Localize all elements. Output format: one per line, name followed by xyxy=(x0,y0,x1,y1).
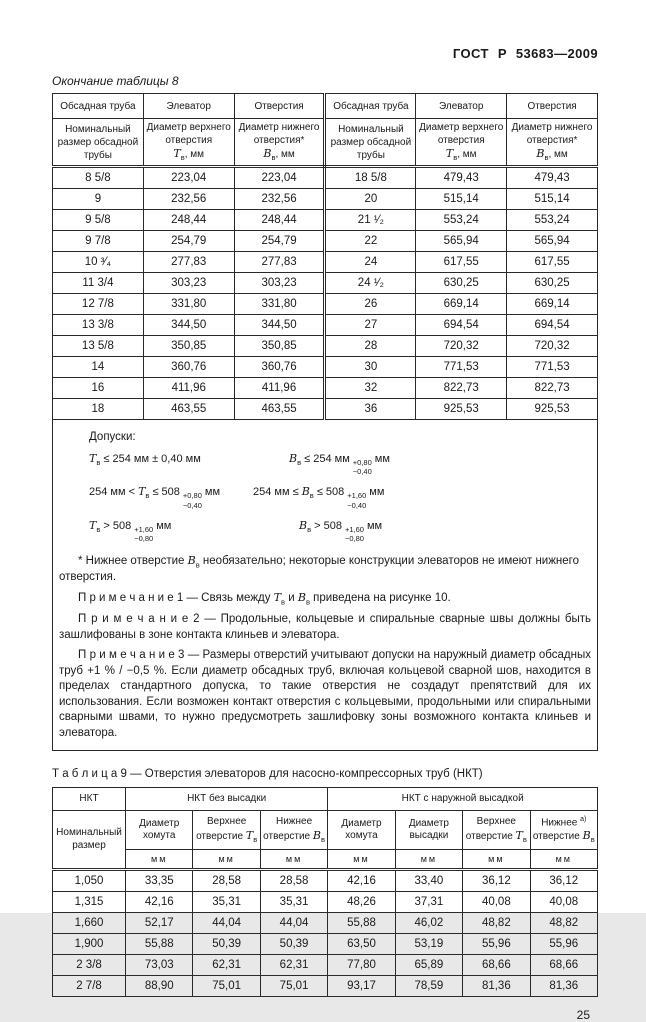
unit-cell: мм xyxy=(126,850,193,870)
table-cell: 13 3/8 xyxy=(53,315,144,336)
table-cell: 2 7/8 xyxy=(53,976,126,997)
table-cell: 669,14 xyxy=(416,294,507,315)
table-cell: 50,39 xyxy=(193,934,260,955)
table-cell: 55,96 xyxy=(530,934,597,955)
table-cell: 303,23 xyxy=(143,273,234,294)
table-cell: 303,23 xyxy=(234,273,325,294)
table-cell: 33,40 xyxy=(395,870,462,892)
table-cell: 360,76 xyxy=(143,357,234,378)
variable-subscript: в xyxy=(453,153,458,163)
table-cell: 46,02 xyxy=(395,913,462,934)
tolerance-stack: +1,60 −0,40 xyxy=(347,491,367,510)
table-cell: 81,36 xyxy=(463,976,530,997)
table-cell: 62,31 xyxy=(193,955,260,976)
table9 xyxy=(52,787,598,997)
table8-note-3: П р и м е ч а н и е 3 — Размеры отверстий учитывают допуски на наружный диаметр обсадных труб +1 % / −0,5 %. Если диаметр обсадных труб, включая кольцевой сварной шов, находится в пределах стандартного допуска, то такие отверстия не создадут препятствий для их использования. Если возможен контакт отверстия с кольцевыми, продольными или спиральными сварными швами, то нужно предусмотреть зашлифовку зоны возможного контакта клиньев и элеватора. xyxy=(59,649,591,739)
table-cell: 88,90 xyxy=(126,976,193,997)
table-cell: 1,900 xyxy=(53,934,126,955)
table-cell: 48,82 xyxy=(530,913,597,934)
table-cell: 565,94 xyxy=(416,231,507,252)
table-cell: 28 xyxy=(325,336,416,357)
table9-col-header-lower-opening-noted: Нижнее $^{а)}$ отверстие $B_в$ xyxy=(530,811,597,850)
unit-label: , мм xyxy=(275,149,295,161)
table8-group-header: Обсадная труба xyxy=(325,94,416,119)
table9-col-header-clamp-diameter: Диаметр хомута xyxy=(126,811,193,850)
unit-cell: мм xyxy=(395,850,462,870)
table-cell: 248,44 xyxy=(234,210,325,231)
table8-notes-row xyxy=(53,420,598,751)
table-cell: 232,56 xyxy=(234,189,325,210)
table8-group-header-row xyxy=(53,94,598,119)
table-cell: 26 xyxy=(325,294,416,315)
table-cell: 75,01 xyxy=(260,976,327,997)
col-header-symbol xyxy=(173,147,205,163)
table9-group-header-external-upset: НКТ с наружной высадкой xyxy=(328,788,598,811)
table8-note-2: П р и м е ч а н и е 2 — Продольные, кольцевые и спиральные сварные швы должны быть зашлифованы в зоне контакта клиньев и элеватора. xyxy=(59,613,591,641)
table-row xyxy=(53,913,598,934)
tolerances-heading: Допуски: xyxy=(89,431,136,443)
standard-number: ГОСТ Р 53683—2009 xyxy=(452,46,598,61)
table-cell: 822,73 xyxy=(416,378,507,399)
tolerance-stack: +0,80 −0,40 xyxy=(352,457,372,476)
table-cell: 35,31 xyxy=(260,892,327,913)
table9-col-header-clamp-diameter: Диаметр хомута xyxy=(328,811,395,850)
col-header-text: Диаметр нижнего отверстия* xyxy=(511,122,593,147)
table-cell: 565,94 xyxy=(507,231,598,252)
page-number: 25 xyxy=(576,1008,590,1022)
tolerance-stack: +1,60 −0,80 xyxy=(134,525,154,544)
table-cell: 55,88 xyxy=(328,913,395,934)
table-cell: 515,14 xyxy=(507,189,598,210)
table-cell: 360,76 xyxy=(234,357,325,378)
table8-footnote: * Нижнее отверстие $B_в$ необязательно; некоторые конструкции элеваторов не имеют нижнего отверстия. xyxy=(59,553,580,584)
table9-subheader-row xyxy=(53,811,598,850)
variable-T: T xyxy=(445,147,454,161)
table-row xyxy=(53,378,598,399)
table-cell: 350,85 xyxy=(143,336,234,357)
unit-cell: мм xyxy=(530,850,597,870)
table-cell: 822,73 xyxy=(507,378,598,399)
table-cell: 553,24 xyxy=(416,210,507,231)
table8 xyxy=(52,93,598,751)
table-cell: 720,32 xyxy=(507,336,598,357)
table-cell: 44,04 xyxy=(193,913,260,934)
table-row xyxy=(53,231,598,252)
table8-group-header: Отверстия xyxy=(234,94,325,119)
tolerances-block xyxy=(89,452,591,544)
tolerance-stack: +0,80 −0,40 xyxy=(182,491,202,510)
table-cell: 93,17 xyxy=(328,976,395,997)
variable-T: T xyxy=(173,147,181,161)
table-row xyxy=(53,294,598,315)
table-cell: 617,55 xyxy=(416,252,507,273)
table-cell: 63,50 xyxy=(328,934,395,955)
table8-notes-cell xyxy=(53,420,598,751)
table8-col-header-bottom-opening xyxy=(234,119,325,167)
table-cell: 9 7/8 xyxy=(53,231,144,252)
table-cell: 35,31 xyxy=(193,892,260,913)
table-cell: 669,14 xyxy=(507,294,598,315)
table8-note-1: П р и м е ч а н и е 1 — Связь между $T_в$ и $B_в$ приведена на рисунке 10. xyxy=(78,590,451,606)
table9-col-header-upper-opening: Верхнее отверстие $T_в$ xyxy=(193,811,260,850)
table-cell: 22 xyxy=(325,231,416,252)
table-cell: 40,08 xyxy=(463,892,530,913)
variable-subscript: в xyxy=(271,153,276,163)
table8-subheader-row xyxy=(53,119,598,167)
table-cell: 14 xyxy=(53,357,144,378)
table-cell: 479,43 xyxy=(416,167,507,189)
col-header-text: Диаметр верхнего отверстия xyxy=(419,122,504,147)
col-header-symbol xyxy=(445,147,477,163)
table-cell: 515,14 xyxy=(416,189,507,210)
table-cell: 42,16 xyxy=(328,870,395,892)
table-row xyxy=(53,976,598,997)
table-cell: 254,79 xyxy=(234,231,325,252)
table-cell: 411,96 xyxy=(143,378,234,399)
table-cell: 630,25 xyxy=(416,273,507,294)
table-row xyxy=(53,892,598,913)
tolerance-formula-tb-1: $T_в \le 254$ мм ± 0,40 мм xyxy=(89,451,201,467)
col-header-text: Диаметр верхнего отверстия xyxy=(146,122,231,147)
table-cell: 33,35 xyxy=(126,870,193,892)
unit-cell: мм xyxy=(193,850,260,870)
table-row xyxy=(53,955,598,976)
table-cell: 42,16 xyxy=(126,892,193,913)
table8-group-header: Элеватор xyxy=(143,94,234,119)
col-header-text: Диаметр нижнего отверстия* xyxy=(238,122,320,147)
table-cell: 52,17 xyxy=(126,913,193,934)
table-row xyxy=(53,870,598,892)
table8-col-header-casing: Номинальный размер обсадной трубы xyxy=(325,119,416,167)
table-cell: 11 3/4 xyxy=(53,273,144,294)
table-cell: 44,04 xyxy=(260,913,327,934)
table-row xyxy=(53,934,598,955)
table-cell: 73,03 xyxy=(126,955,193,976)
tolerance-formula-bb-3: $B_в > 508$ +1,60 −0,80 мм xyxy=(299,519,383,544)
table-row xyxy=(53,357,598,378)
table-cell: 694,54 xyxy=(416,315,507,336)
table-cell: 40,08 xyxy=(530,892,597,913)
table-cell: 12 7/8 xyxy=(53,294,144,315)
table-cell: 24 xyxy=(325,252,416,273)
table-cell: 28,58 xyxy=(260,870,327,892)
unit-cell: мм xyxy=(328,850,395,870)
table8-col-header-casing: Номинальный размер обсадной трубы xyxy=(53,119,144,167)
table9-col-header-upset-diameter: Диаметр высадки xyxy=(395,811,462,850)
table-cell: 248,44 xyxy=(143,210,234,231)
table-cell: 20 xyxy=(325,189,416,210)
table9-group-header-row xyxy=(53,788,598,811)
unit-label: , мм xyxy=(548,149,568,161)
table-cell: 350,85 xyxy=(234,336,325,357)
col-header-symbol xyxy=(536,147,568,163)
unit-cell: мм xyxy=(463,850,530,870)
table-cell: 694,54 xyxy=(507,315,598,336)
table-cell: 10 ³⁄₄ xyxy=(53,252,144,273)
table-cell: 771,53 xyxy=(416,357,507,378)
table-cell: 27 xyxy=(325,315,416,336)
table8-group-header: Обсадная труба xyxy=(53,94,144,119)
table-cell: 331,80 xyxy=(234,294,325,315)
table-cell: 232,56 xyxy=(143,189,234,210)
table8-group-header: Элеватор xyxy=(416,94,507,119)
table-cell: 28,58 xyxy=(193,870,260,892)
table-cell: 53,19 xyxy=(395,934,462,955)
table-cell: 925,53 xyxy=(416,399,507,420)
table-cell: 344,50 xyxy=(143,315,234,336)
table9-group-header-no-upset: НКТ без высадки xyxy=(126,788,328,811)
unit-label: , мм xyxy=(457,149,477,161)
table-cell: 21 ¹⁄₂ xyxy=(325,210,416,231)
table-cell: 254,79 xyxy=(143,231,234,252)
table8-continuation-label: Окончание таблицы 8 xyxy=(52,74,179,88)
tolerance-stack: +1,60 −0,80 xyxy=(344,525,364,544)
table8-group-header: Отверстия xyxy=(507,94,598,119)
table-row xyxy=(53,189,598,210)
col-header-symbol xyxy=(263,147,295,163)
variable-subscript: в xyxy=(544,153,549,163)
table-cell: 277,83 xyxy=(234,252,325,273)
table8-body xyxy=(53,167,598,420)
table-row xyxy=(53,273,598,294)
table-cell: 18 5/8 xyxy=(325,167,416,189)
table-cell: 78,59 xyxy=(395,976,462,997)
tolerance-formula-bb-1: $B_в \le 254$ мм +0,80 −0,40 мм xyxy=(289,451,390,476)
table-cell: 36 xyxy=(325,399,416,420)
table-cell: 48,26 xyxy=(328,892,395,913)
table-row xyxy=(53,210,598,231)
table-cell: 720,32 xyxy=(416,336,507,357)
table-cell: 344,50 xyxy=(234,315,325,336)
table-cell: 16 xyxy=(53,378,144,399)
table9-title: Т а б л и ц а 9 — Отверстия элеваторов для насосно-компрессорных труб (НКТ) xyxy=(52,768,483,781)
tolerance-formula-bb-2: 254 мм ≤ $B_в \le 508$ +1,60 −0,40 мм xyxy=(253,485,385,510)
table-cell: 24 ¹⁄₂ xyxy=(325,273,416,294)
table-cell: 9 5/8 xyxy=(53,210,144,231)
table-cell: 77,80 xyxy=(328,955,395,976)
table-cell: 9 xyxy=(53,189,144,210)
table8-notes-section xyxy=(53,420,598,751)
table-cell: 2 3/8 xyxy=(53,955,126,976)
table-cell: 617,55 xyxy=(507,252,598,273)
table-cell: 48,82 xyxy=(463,913,530,934)
table-cell: 55,88 xyxy=(126,934,193,955)
table-cell: 223,04 xyxy=(143,167,234,189)
table-row xyxy=(53,336,598,357)
table-cell: 411,96 xyxy=(234,378,325,399)
table9-col-header-upper-opening: Верхнее отверстие $T_в$ xyxy=(463,811,530,850)
unit-cell: мм xyxy=(260,850,327,870)
table-cell: 479,43 xyxy=(507,167,598,189)
table-cell: 463,55 xyxy=(234,399,325,420)
variable-B: B xyxy=(536,147,545,161)
table-cell: 68,66 xyxy=(530,955,597,976)
table-cell: 75,01 xyxy=(193,976,260,997)
table-cell: 1,315 xyxy=(53,892,126,913)
tolerance-formula-tb-3: $T_в > 508$ +1,60 −0,80 мм xyxy=(89,519,172,544)
table-cell: 1,660 xyxy=(53,913,126,934)
table8-col-header-top-opening xyxy=(416,119,507,167)
table-cell: 36,12 xyxy=(463,870,530,892)
table-cell: 771,53 xyxy=(507,357,598,378)
table-cell: 331,80 xyxy=(143,294,234,315)
table-cell: 553,24 xyxy=(507,210,598,231)
table-row xyxy=(53,399,598,420)
table-cell: 13 5/8 xyxy=(53,336,144,357)
table-cell: 463,55 xyxy=(143,399,234,420)
table9-group-header-nkt: НКТ xyxy=(53,788,126,811)
table-cell: 18 xyxy=(53,399,144,420)
unit-label: , мм xyxy=(184,149,205,161)
table-cell: 1,050 xyxy=(53,870,126,892)
tolerance-formula-tb-2: 254 мм < $T_в \le 508$ +0,80 −0,40 мм xyxy=(89,485,221,510)
table-row xyxy=(53,167,598,189)
table-cell: 81,36 xyxy=(530,976,597,997)
table-cell: 30 xyxy=(325,357,416,378)
table-cell: 37,31 xyxy=(395,892,462,913)
table-cell: 36,12 xyxy=(530,870,597,892)
table-cell: 925,53 xyxy=(507,399,598,420)
table-row xyxy=(53,252,598,273)
variable-subscript: в xyxy=(180,153,185,163)
table9-col-header-lower-opening: Нижнее отверстие $B_в$ xyxy=(260,811,327,850)
table8-col-header-bottom-opening xyxy=(507,119,598,167)
table-row xyxy=(53,315,598,336)
table-cell: 50,39 xyxy=(260,934,327,955)
table-cell: 630,25 xyxy=(507,273,598,294)
table9-body xyxy=(53,870,598,997)
table8-col-header-top-opening xyxy=(143,119,234,167)
table-cell: 68,66 xyxy=(463,955,530,976)
table-cell: 32 xyxy=(325,378,416,399)
table-cell: 55,96 xyxy=(463,934,530,955)
table-cell: 223,04 xyxy=(234,167,325,189)
table-cell: 65,89 xyxy=(395,955,462,976)
variable-B: B xyxy=(263,147,272,161)
table-cell: 277,83 xyxy=(143,252,234,273)
footnote-marker: а) xyxy=(580,815,587,823)
table-cell: 8 5/8 xyxy=(53,167,144,189)
table9-unit-row xyxy=(53,850,598,870)
table9-col-header-nominal: Номинальный размер xyxy=(53,811,126,870)
table-cell: 62,31 xyxy=(260,955,327,976)
